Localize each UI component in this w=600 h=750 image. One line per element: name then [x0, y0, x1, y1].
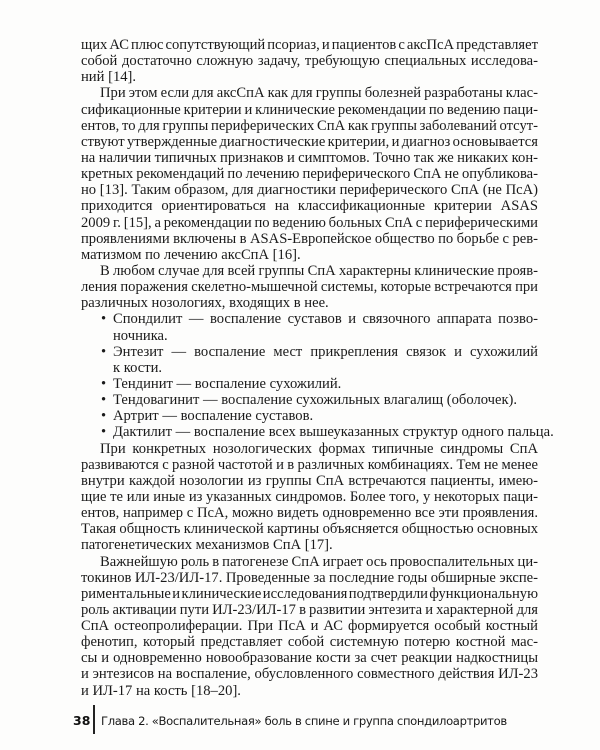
line-text: приходится ориентироваться на классификационные критерии ASAS: [81, 198, 538, 215]
list-item: [81, 376, 538, 392]
text-line: [81, 198, 538, 214]
bullet-icon: •: [101, 375, 107, 392]
text-line: [81, 650, 538, 666]
line-text: фенотип, который представляет собой системную потерю костной мас-: [81, 634, 538, 651]
line-text: кретных рекомендаций по лечению периферического СпА не опубликова-: [81, 166, 538, 183]
line-text: матизмом по лечению аксСпА [16].: [81, 246, 301, 263]
line-text: Дактилит — воспаление всех вышеуказанных структур одного пальца.: [113, 424, 554, 441]
text-line: [81, 279, 538, 295]
paragraph-last-line: [81, 247, 538, 263]
line-text: Важнейшую роль в патогенезе СпА играет ось провоспалительных ци-: [100, 553, 538, 570]
paragraph-first-line: [81, 263, 538, 279]
line-text: ентов, то для группы периферических СпА как группы заболеваний отсут-: [81, 117, 538, 134]
list-item-continuation: [81, 360, 538, 376]
text-line: [81, 134, 538, 150]
bullet-icon: •: [101, 424, 107, 441]
bullet-icon: •: [101, 392, 107, 409]
paragraph-last-line: [81, 683, 538, 699]
text-line: [81, 570, 538, 586]
line-text: к кости.: [113, 359, 163, 376]
text-line: [81, 457, 538, 473]
line-text: сы и одновременно новообразование кости за счет реакции надкостницы: [81, 650, 538, 667]
line-text: внутри каждой нозологии из группы СпА встречаются пациенты, имею-: [81, 472, 538, 489]
line-text: патогенетических механизмов СпА [17].: [81, 537, 333, 554]
line-text: ствуют утвержденные диагностические критерии, и диагноз основывается: [81, 133, 538, 150]
line-text: ночника.: [113, 327, 168, 344]
line-text: на наличии типичных признаков и симптомов. Точно так же никаких кон-: [81, 149, 538, 166]
bullet-icon: •: [101, 343, 107, 360]
line-text: ний [14].: [81, 69, 137, 86]
line-text: Энтезит — воспаление мест прикрепления связок и сухожилий: [113, 343, 538, 360]
text-line: [81, 489, 538, 505]
text-line: [81, 118, 538, 134]
text-line: [81, 102, 538, 118]
page-number: 38: [73, 713, 91, 728]
line-text: развиваются с разной частотой и в различных комбинациях. Тем не менее: [81, 456, 538, 473]
line-text: и энтезисов на воспаление, обусловленного совместного действия ИЛ-23: [81, 666, 538, 683]
line-text: различных нозологиях, входящих в нее.: [81, 295, 329, 312]
body-text: [81, 37, 554, 699]
running-title: Глава 2. «Воспалительная» боль в спине и группа спондилоартритов: [101, 714, 507, 728]
line-text: Тендовагинит — воспаление сухожильных влагалищ (оболочек).: [113, 392, 518, 409]
list-item: [81, 311, 538, 327]
paragraph-first-line: [81, 85, 538, 101]
paragraph-last-line: [81, 69, 538, 85]
line-text: В любом случае для всей группы СпА характерны клинические прояв-: [100, 262, 538, 279]
text-line: [81, 521, 538, 537]
text-line: [81, 166, 538, 182]
paragraph-first-line: [81, 441, 538, 457]
text-line: [81, 231, 538, 247]
text-line: [81, 215, 538, 231]
list-item-continuation: [81, 328, 538, 344]
line-text: сификационные критерии и клинические рекомендации по ведению паци-: [81, 101, 538, 118]
text-line: [81, 473, 538, 489]
paragraph-first-line: [81, 554, 538, 570]
bullet-icon: •: [101, 408, 107, 425]
line-text: При конкретных нозологических формах типичные синдромы СпА: [100, 440, 538, 457]
list-item: [81, 408, 538, 424]
line-text: Тендинит — воспаление сухожилий.: [113, 375, 342, 392]
line-text: Артрит — воспаление суставов.: [113, 408, 314, 425]
line-text: токинов ИЛ-23/ИЛ-17. Проведенные за последние годы обширные экспе-: [81, 569, 538, 586]
list-item: [81, 392, 538, 408]
line-text: ентов, например с ПсА, можно видеть одновременно все эти проявления.: [81, 505, 538, 522]
line-text: роль активации пути ИЛ-23/ИЛ-17 в развитии энтезита и характерной для: [81, 601, 538, 618]
line-text: 2009 г. [15], а рекомендации по ведению больных СпА с периферическими: [81, 214, 538, 231]
line-text: проявлениями включены в ASAS-Европейское общество по борьбе с рев-: [81, 230, 538, 247]
text-line: [81, 634, 538, 650]
line-text: риментальные и клинические исследования подтвердили функциональную: [81, 585, 538, 602]
list-item: [81, 424, 554, 441]
paragraph-last-line: [81, 537, 538, 553]
text-line: [81, 618, 538, 634]
line-text: ления поражения скелетно-мышечной системы, которые встречаются при: [81, 279, 538, 296]
line-text: СпА остеопролиферации. При ПсА и АС формируется особый костный: [81, 618, 538, 635]
line-text: щих АС плюс сопутствующий псориаз, и пациентов с аксПсА представляет: [81, 37, 538, 53]
line-text: собой достаточно сложную задачу, требующую специальных исследова-: [81, 53, 538, 70]
text-line: [81, 505, 538, 521]
line-text: Спондилит — воспаление суставов и связочного аппарата позво-: [113, 311, 538, 328]
text-line: [81, 602, 538, 618]
footer-divider: [93, 705, 95, 734]
line-text: и ИЛ-17 на кость [18–20].: [81, 682, 241, 699]
page-footer: [0, 705, 600, 735]
paragraph-last-line: [81, 295, 538, 311]
line-text: Такая общность клинической картины объясняется общностью основных: [81, 521, 538, 538]
line-text: щие те или иные из указанных синдромов. Более того, у некоторых паци-: [81, 488, 538, 505]
text-line: [81, 53, 538, 69]
text-line: [81, 182, 538, 198]
line-text: но [13]. Таким образом, для диагностики периферического СпА (не ПсА): [81, 182, 538, 199]
text-line: [81, 37, 538, 53]
text-line: [81, 666, 538, 682]
text-line: [81, 586, 538, 602]
list-item: [81, 344, 538, 360]
text-line: [81, 150, 538, 166]
bullet-icon: •: [101, 311, 107, 328]
line-text: При этом если для аксСпА как для группы болезней разработаны клас-: [100, 85, 538, 102]
